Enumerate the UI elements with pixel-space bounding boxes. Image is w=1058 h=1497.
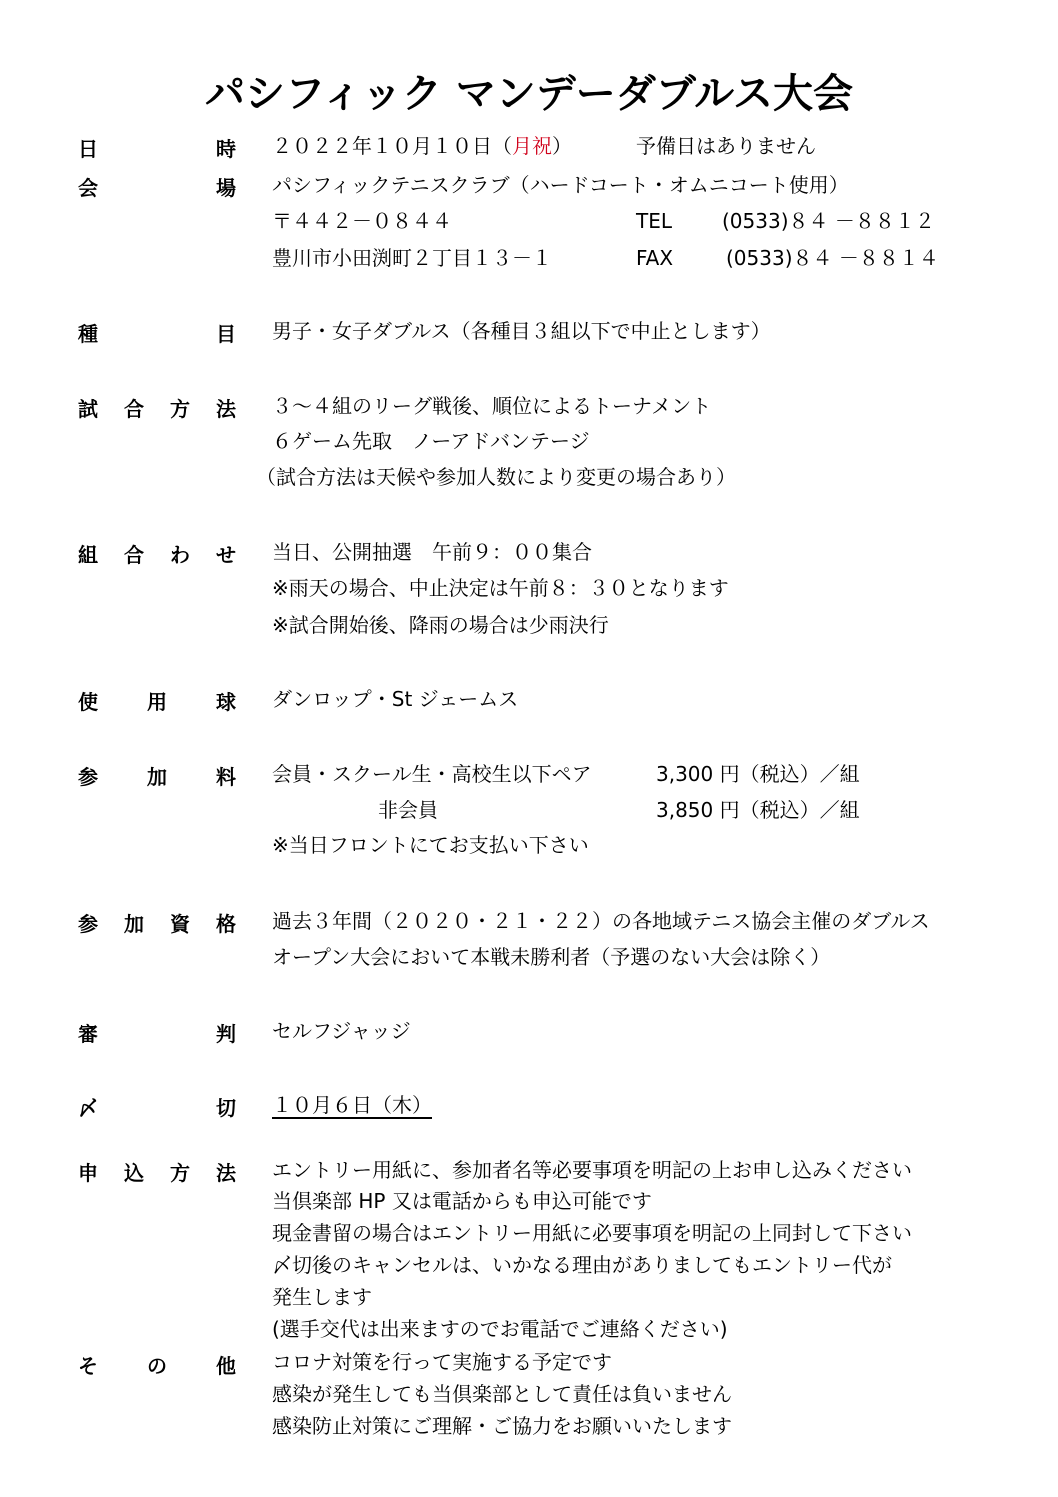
label-char: 球 (216, 690, 236, 714)
nonmember-fee-label: 非会員 (378, 798, 438, 822)
label-char: 法 (216, 397, 236, 421)
label-draw (78, 539, 236, 569)
tel-label: TEL (636, 209, 672, 233)
label-char: 料 (216, 765, 236, 789)
holiday-text: 月祝 (512, 134, 552, 158)
other-line-2: 感染が発生しても当倶楽部として責任は負いません (272, 1382, 732, 1406)
label-char: 格 (216, 912, 236, 936)
venue-address: 豊川市小田渕町２丁目１３－１ (272, 246, 552, 270)
label-char: 目 (216, 322, 236, 346)
label-apply (78, 1157, 236, 1187)
label-char: 使 (78, 690, 98, 714)
member-fee-label: 会員・スクール生・高校生以下ペア (272, 762, 592, 786)
deadline-date: １０月６日（木） (272, 1093, 432, 1117)
label-char: 法 (216, 1161, 236, 1185)
reserve-day-note: 予備日はありません (636, 134, 816, 158)
label-char: 方 (170, 397, 190, 421)
label-char: 審 (78, 1022, 98, 1046)
venue-postal: 〒４４２－０８４４ (272, 209, 452, 233)
label-char: せ (216, 543, 236, 567)
format-line-2: ６ゲーム先取 ノーアドバンテージ (272, 429, 590, 453)
label-other (78, 1350, 236, 1380)
draw-line-1: 当日、公開抽選 午前９：００集合 (272, 540, 592, 564)
event-date (272, 131, 572, 161)
referee-text: セルフジャッジ (272, 1019, 411, 1043)
date-text: ２０２２年１０月１０日（ (272, 134, 512, 158)
page-title: パシフィック マンデーダブルス大会 (205, 71, 853, 117)
draw-line-3: ※試合開始後、降雨の場合は少雨決行 (272, 613, 609, 637)
draw-line-2: ※雨天の場合、中止決定は午前８：３０となります (272, 576, 729, 600)
label-deadline (78, 1092, 236, 1122)
label-char: 場 (216, 176, 236, 200)
label-char: 試 (78, 397, 98, 421)
other-line-1: コロナ対策を行って実施する予定です (272, 1350, 612, 1374)
apply-line-4: 〆切後のキャンセルは、いかなる理由がありましてもエントリー代が (272, 1253, 892, 1277)
apply-line-6: (選手交代は出来ますのでお電話でご連絡ください) (272, 1317, 728, 1341)
label-char: 判 (216, 1022, 236, 1046)
apply-line-2: 当倶楽部 HP 又は電話からも申込可能です (272, 1189, 652, 1213)
label-char: 加 (147, 765, 167, 789)
format-line-1: ３～４組のリーグ戦後、順位によるトーナメント (272, 394, 712, 418)
tel-number: (0533)８４ －８８１２ (722, 209, 935, 233)
label-char: の (147, 1354, 167, 1378)
label-venue (78, 172, 236, 202)
label-char: 参 (78, 765, 98, 789)
apply-line-1: エントリー用紙に、参加者名等必要事項を明記の上お申し込みください (272, 1158, 912, 1182)
label-char: 込 (124, 1161, 144, 1185)
label-char: 用 (147, 690, 167, 714)
label-char: 参 (78, 912, 98, 936)
label-char: 会 (78, 176, 98, 200)
label-char: 日 (78, 137, 98, 161)
ball-text: ダンロップ・St ジェームス (272, 687, 519, 711)
apply-line-5: 発生します (272, 1285, 372, 1309)
label-eligibility (78, 908, 236, 938)
label-char: そ (78, 1354, 98, 1378)
label-fee (78, 761, 236, 791)
label-char: 時 (216, 137, 236, 161)
label-char: 合 (124, 543, 144, 567)
label-char: 種 (78, 322, 98, 346)
apply-line-3: 現金書留の場合はエントリー用紙に必要事項を明記の上同封して下さい (272, 1221, 912, 1245)
fax-label: FAX (636, 246, 674, 270)
label-char: 資 (170, 912, 190, 936)
label-char: 組 (78, 543, 98, 567)
label-char: 申 (78, 1161, 98, 1185)
fee-payment-note: ※当日フロントにてお支払い下さい (272, 833, 589, 857)
other-line-3: 感染防止対策にご理解・ご協力をお願いいたします (272, 1414, 732, 1438)
nonmember-fee-amount: 3,850 円（税込）／組 (656, 798, 860, 822)
eligibility-line-2: オープン大会において本戦未勝利者（予選のない大会は除く） (272, 945, 831, 969)
label-referee (78, 1018, 236, 1048)
label-format (78, 393, 236, 423)
label-char: 〆 (78, 1096, 98, 1120)
events-text: 男子・女子ダブルス（各種目３組以下で中止とします） (272, 319, 771, 343)
eligibility-line-1: 過去３年間（２０２０・２１・２２）の各地域テニス協会主催のダブルス (272, 909, 930, 933)
member-fee-amount: 3,300 円（税込）／組 (656, 762, 860, 786)
label-events (78, 318, 236, 348)
format-line-3: （試合方法は天候や参加人数により変更の場合あり） (256, 465, 736, 489)
label-ball (78, 686, 236, 716)
fax-number: (0533)８４ －８８１４ (726, 246, 939, 270)
label-datetime (78, 133, 236, 163)
label-char: わ (170, 543, 190, 567)
label-char: 合 (124, 397, 144, 421)
label-char: 加 (124, 912, 144, 936)
venue-name: パシフィックテニスクラブ（ハードコート・オムニコート使用） (272, 173, 849, 197)
date-suffix: ） (552, 134, 572, 158)
label-char: 方 (170, 1161, 190, 1185)
label-char: 他 (216, 1354, 236, 1378)
label-char: 切 (216, 1096, 236, 1120)
